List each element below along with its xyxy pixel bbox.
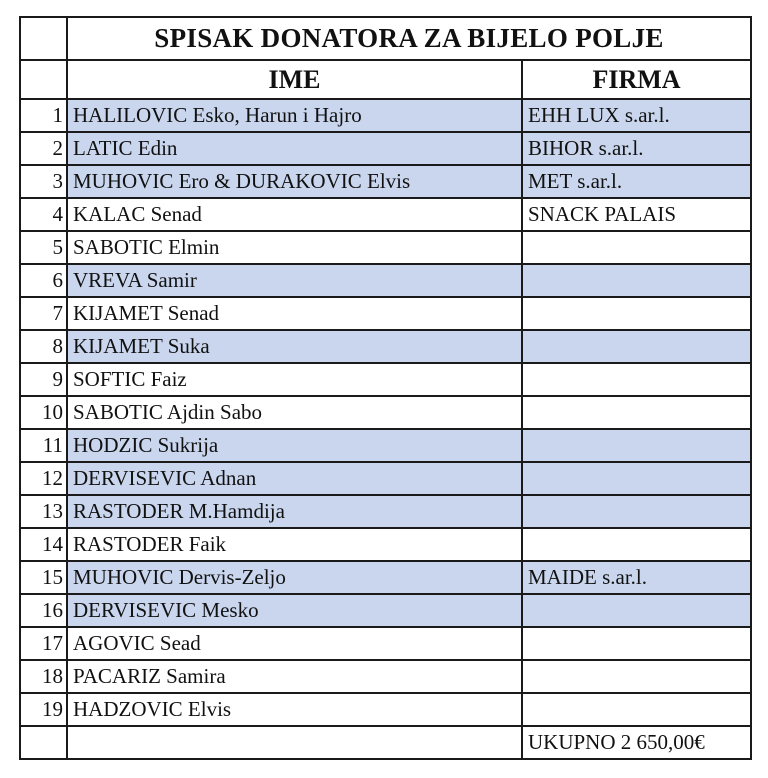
donor-name: HALILOVIC Esko, Harun i Hajro [67,99,522,132]
donor-company [522,495,751,528]
donor-company [522,627,751,660]
table-row [20,429,751,462]
table-row [20,297,751,330]
donor-name: SABOTIC Ajdin Sabo [67,396,522,429]
donor-company [522,594,751,627]
donor-name: RASTODER M.Hamdija [67,495,522,528]
donor-name: MUHOVIC Ero & DURAKOVIC Elvis [67,165,522,198]
row-number: 6 [20,264,67,297]
row-number: 19 [20,693,67,726]
donor-company [522,429,751,462]
row-number: 10 [20,396,67,429]
donor-name: DERVISEVIC Adnan [67,462,522,495]
row-number: 18 [20,660,67,693]
header-corner-cell [20,60,67,99]
table-row [20,528,751,561]
row-number: 1 [20,99,67,132]
table-row [20,330,751,363]
donor-name: KIJAMET Senad [67,297,522,330]
total-empty-num-cell [20,726,67,759]
donor-company [522,396,751,429]
donor-company [522,231,751,264]
donor-company: SNACK PALAIS [522,198,751,231]
row-number: 8 [20,330,67,363]
row-number: 9 [20,363,67,396]
table-row [20,495,751,528]
donor-company [522,264,751,297]
row-number: 14 [20,528,67,561]
row-number: 13 [20,495,67,528]
donor-name: LATIC Edin [67,132,522,165]
donor-company [522,693,751,726]
header-row [20,60,751,99]
table-row [20,627,751,660]
table-row [20,594,751,627]
donor-company: BIHOR s.ar.l. [522,132,751,165]
donor-name: HADZOVIC Elvis [67,693,522,726]
title-row [20,17,751,60]
table-row [20,693,751,726]
table-row [20,561,751,594]
table-row [20,660,751,693]
column-header-company: FIRMA [522,60,751,99]
table-row [20,132,751,165]
table-row [20,264,751,297]
row-number: 12 [20,462,67,495]
donor-company [522,330,751,363]
table-title: SPISAK DONATORA ZA BIJELO POLJE [67,17,751,60]
row-number: 4 [20,198,67,231]
donor-company [522,363,751,396]
row-number: 16 [20,594,67,627]
donor-name: VREVA Samir [67,264,522,297]
donor-company: EHH LUX s.ar.l. [522,99,751,132]
donor-company [522,297,751,330]
donor-company: MAIDE s.ar.l. [522,561,751,594]
donor-name: SABOTIC Elmin [67,231,522,264]
donor-name: HODZIC Sukrija [67,429,522,462]
row-number: 3 [20,165,67,198]
total-amount: UKUPNO 2 650,00€ [522,726,751,759]
row-number: 15 [20,561,67,594]
row-number: 7 [20,297,67,330]
donor-company [522,528,751,561]
row-number: 17 [20,627,67,660]
donor-name: SOFTIC Faiz [67,363,522,396]
table-row [20,396,751,429]
donor-name: KALAC Senad [67,198,522,231]
donor-name: AGOVIC Sead [67,627,522,660]
table-row [20,462,751,495]
table-row [20,363,751,396]
total-empty-name-cell [67,726,522,759]
donor-name: RASTODER Faik [67,528,522,561]
title-corner-cell [20,17,67,60]
donor-company: MET s.ar.l. [522,165,751,198]
row-number: 5 [20,231,67,264]
table-row [20,99,751,132]
donor-company [522,660,751,693]
donor-name: KIJAMET Suka [67,330,522,363]
donor-company [522,462,751,495]
total-row [20,726,751,759]
table-row [20,198,751,231]
donor-name: PACARIZ Samira [67,660,522,693]
column-header-name: IME [67,60,522,99]
row-number: 2 [20,132,67,165]
table-row [20,231,751,264]
donor-name: DERVISEVIC Mesko [67,594,522,627]
table-row [20,165,751,198]
row-number: 11 [20,429,67,462]
donor-name: MUHOVIC Dervis-Zeljo [67,561,522,594]
donor-table [19,16,752,760]
